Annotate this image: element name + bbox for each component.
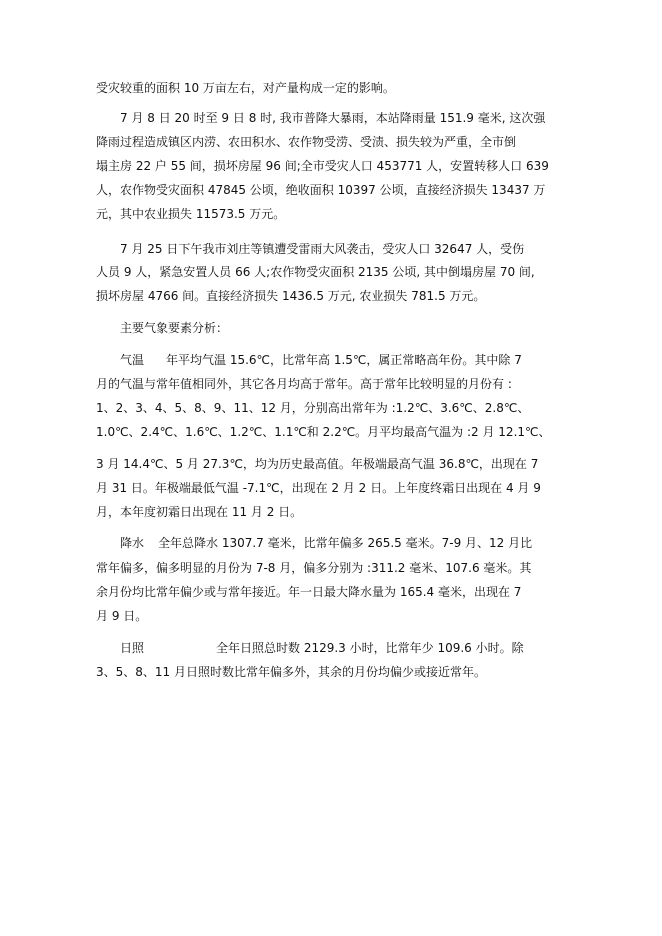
paragraph-line: 元，其中农业损失 11573.5 万元。 [96, 207, 286, 221]
paragraph-line: 降雨过程造成镇区内涝、农田积水、农作物受涝、受渍、损失较为严重，全市倒 [96, 135, 517, 149]
precipitation-label: 降水 [120, 536, 145, 550]
paragraph-line: 1.0℃、2.4℃、1.6℃、1.2℃、1.1℃和 2.2℃。月平均最高气温为 :2 月 12.1℃、 [96, 425, 551, 439]
paragraph-line: 7 月 25 日下午我市刘庄等镇遭受雷雨大风袭击，受灾人口 32647 人，受伤 [120, 242, 525, 256]
paragraph-line: 月，本年度初霜日出现在 11 月 2 日。 [96, 505, 303, 519]
sunshine-label: 日照 [120, 641, 145, 655]
precipitation-text: 全年总降水 1307.7 毫米，比常年偏多 265.5 毫米。7-9 月、12 月比 [158, 536, 533, 550]
temperature-text: 年平均气温 15.6℃，比常年高 1.5℃，属正常略高年份。其中除 7 [166, 353, 522, 367]
temperature-label: 气温 [120, 353, 145, 367]
paragraph-line: 月 31 日。年极端最低气温 -7.1℃，出现在 2 月 2 日。上年度终霜日出现在 4 月 9 [96, 481, 541, 495]
section-heading: 主要气象要素分析： [120, 321, 229, 335]
precipitation-line [120, 535, 600, 551]
paragraph-line: 受灾较重的面积 10 万亩左右，对产量构成一定的影响。 [96, 81, 395, 95]
paragraph-line: 人员 9 人，紧急安置人员 66 人;农作物受灾面积 2135 公顷, 其中倒塌房屋 70 间, [96, 265, 535, 279]
paragraph-line: 余月份均比常年偏少或与常年接近。年一日最大降水量为 165.4 毫米，出现在 7 [96, 585, 522, 599]
sunshine-line [120, 640, 600, 656]
paragraph-line: 月的气温与常年值相同外，其它各月均高于常年。高于常年比较明显的月份有 : [96, 377, 512, 391]
sunshine-text: 全年日照总时数 2129.3 小时，比常年少 109.6 小时。除 [216, 641, 524, 655]
temperature-line [120, 352, 600, 368]
paragraph-line: 常年偏多，偏多明显的月份为 7-8 月，偏多分别为 :311.2 毫米、107.6 毫米。其 [96, 561, 532, 575]
paragraph-line: 3 月 14.4℃、5 月 27.3℃，均为历史最高值。年极端最高气温 36.8℃，出现在 7 [96, 457, 539, 471]
paragraph-line: 1、2、3、4、5、8、9、11、12 月，分别高出常年为 :1.2℃、3.6℃、2.8℃、 [96, 401, 530, 415]
paragraph-line: 3、5、8、11 月日照时数比常年偏多外，其余的月份均偏少或接近常年。 [96, 665, 486, 679]
paragraph-line: 塌主房 22 户 55 间，损坏房屋 96 间;全市受灾人口 453771 人，安置转移人口 639 [96, 159, 549, 173]
paragraph-line: 月 9 日。 [96, 609, 148, 623]
paragraph-line: 7 月 8 日 20 时至 9 日 8 时, 我市普降大暴雨，本站降雨量 151.9 毫米, 这次强 [120, 111, 546, 125]
paragraph-line: 人，农作物受灾面积 47845 公顷，绝收面积 10397 公顷，直接经济损失 13437 万 [96, 183, 546, 197]
paragraph-line: 损坏房屋 4766 间。直接经济损失 1436.5 万元, 农业损失 781.5 万元。 [96, 289, 486, 303]
